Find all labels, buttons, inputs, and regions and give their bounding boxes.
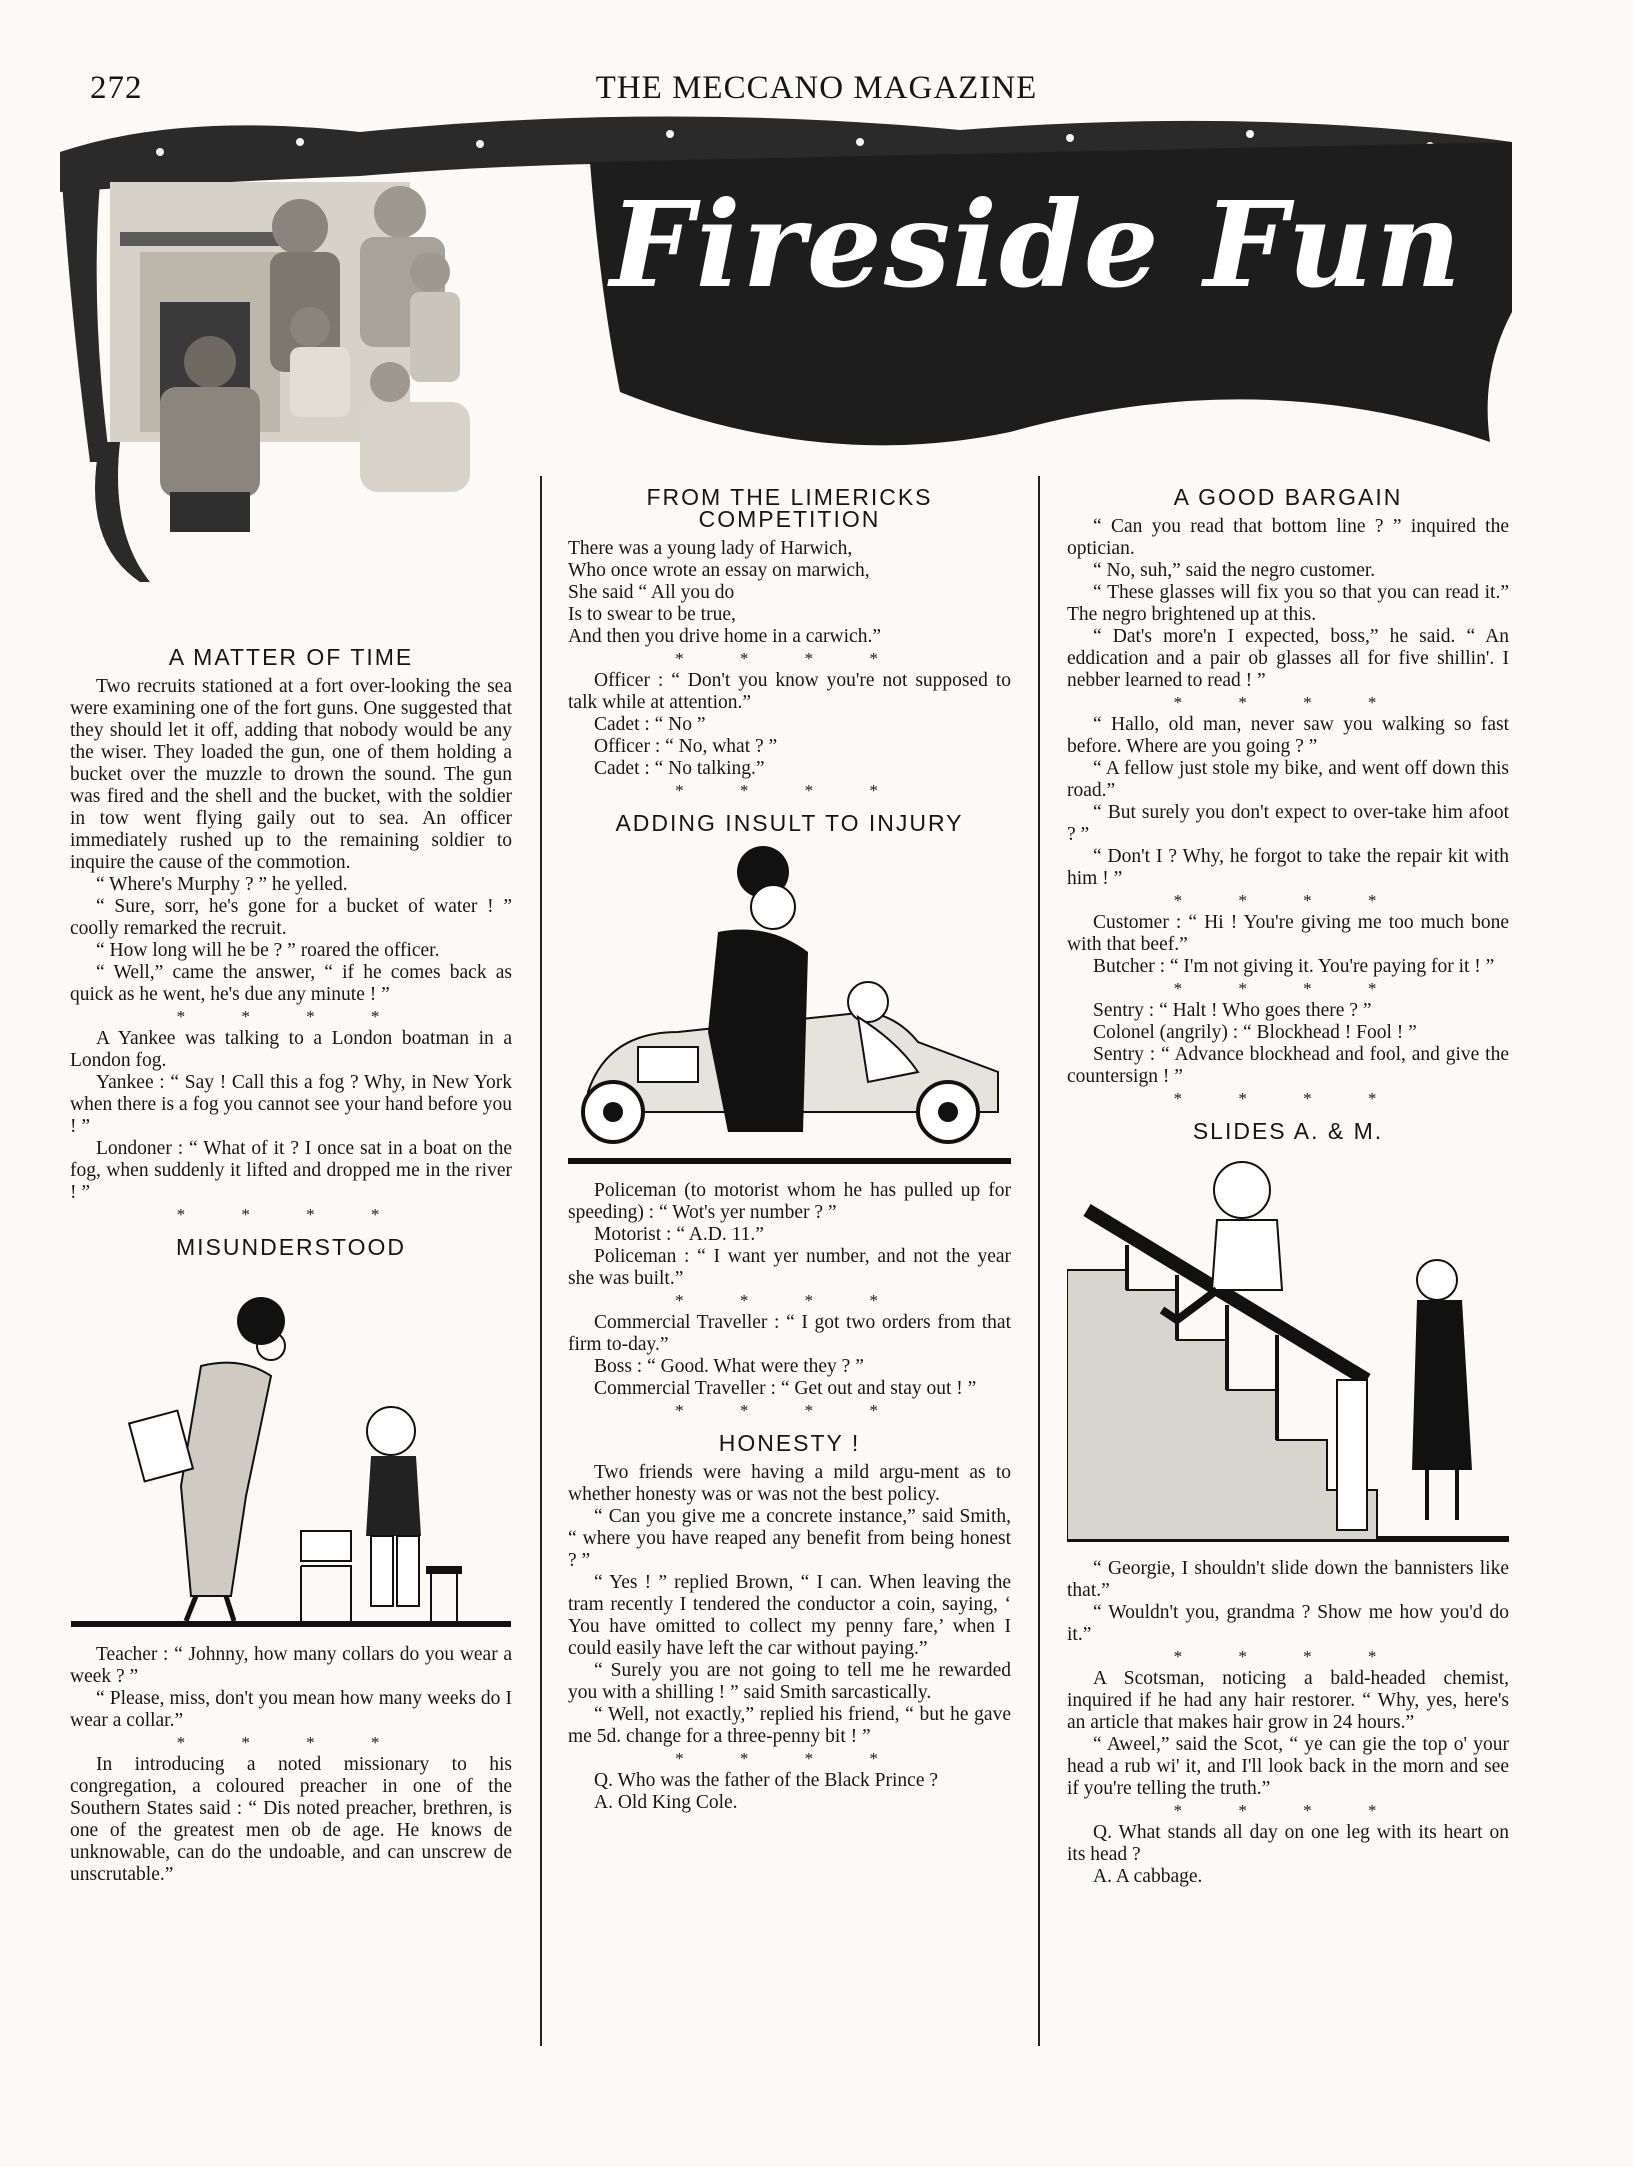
paragraph: In introducing a noted missionary to his congregation, a coloured preacher in one of the Southern States said : “ Dis noted preacher, brethren, is one of the greatest men ob de age. He knows de unknowable, can do the undoable, and can unscrew de unscrutable.”	[70, 1754, 512, 1885]
page-number: 272	[90, 70, 143, 106]
paragraph: A Scotsman, noticing a bald-headed chemist, inquired if he had any hair restorer. “ Why, yes, here's an article that makes hair grow in 24 hours.”	[1067, 1668, 1509, 1733]
separator: * * * *	[675, 1401, 904, 1420]
paragraph: Q. What stands all day on one leg with its heart on its head ?	[1067, 1822, 1509, 1865]
paragraph: “ Please, miss, don't you mean how many weeks do I wear a collar.”	[70, 1688, 512, 1731]
paragraph: “ These glasses will fix you so that you can read it.” The negro brightened up at this.	[1067, 582, 1509, 625]
paragraph: Customer : “ Hi ! You're giving me too much bone with that beef.”	[1067, 912, 1509, 955]
paragraph: Londoner : “ What of it ? I once sat in a boat on the fog, when suddenly it lifted and dropped me in the river ! ”	[70, 1138, 512, 1203]
paragraph: “ Can you read that bottom line ? ” inquired the optician.	[1067, 516, 1509, 559]
paragraph: Officer : “ Don't you know you're not supposed to talk while at attention.”	[568, 670, 1011, 713]
separator: * * * *	[1173, 1089, 1403, 1108]
paragraph: Sentry : “ Halt ! Who goes there ? ”	[1093, 1000, 1372, 1021]
limerick-line: Who once wrote an essay on marwich,	[568, 560, 870, 581]
paragraph: Butcher : “ I'm not giving it. You're paying for it ! ”	[1093, 956, 1495, 977]
paragraph: A Yankee was talking to a London boatman in a London fog.	[70, 1028, 512, 1071]
separator: * * * *	[1173, 1647, 1403, 1666]
boy-sliding-bannister-illustration	[1067, 1150, 1509, 1550]
paragraph: Policeman (to motorist whom he has pulled up for speeding) : “ Wot's yer number ? ”	[568, 1180, 1011, 1223]
paragraph: “ Well,” came the answer, “ if he comes back as quick as he went, he's due any minute ! ”	[70, 962, 512, 1005]
teacher-and-boy-illustration	[71, 1266, 511, 1636]
fireside-fun-title: Fireside Fun	[610, 175, 1464, 314]
column-two	[568, 476, 1011, 1814]
separator: * * * *	[675, 649, 904, 668]
paragraph: “ Wouldn't you, grandma ? Show me how you'd do it.”	[1067, 1602, 1509, 1645]
limerick-line: There was a young lady of Harwich,	[568, 538, 853, 559]
paragraph: “ Aweel,” said the Scot, “ ye can gie the top o' your head a rub wi' it, and I'll look back in the morn and see if you're telling the truth.”	[1067, 1734, 1509, 1799]
limerick-line: Is to swear to be true,	[568, 604, 736, 625]
paragraph: “ Dat's more'n I expected, boss,” he said. “ An eddication and a pair ob glasses all for five shillin'. I nebber learned to read ! ”	[1067, 626, 1509, 691]
paragraph: Motorist : “ A.D. 11.”	[594, 1224, 764, 1245]
paragraph: Cadet : “ No ”	[594, 714, 706, 735]
paragraph: “ No, suh,” said the negro customer.	[1093, 560, 1376, 581]
column-rule-right	[1038, 476, 1040, 2046]
separator: * * * *	[1173, 1801, 1403, 1820]
separator: * * * *	[176, 1733, 406, 1752]
heading-adding-insult: ADDING INSULT TO INJURY	[615, 810, 964, 836]
paragraph: Commercial Traveller : “ I got two orders from that firm to-day.”	[568, 1312, 1011, 1355]
paragraph: Colonel (angrily) : “ Blockhead ! Fool ! ”	[1093, 1022, 1417, 1043]
limerick-line: And then you drive home in a carwich.”	[568, 626, 881, 647]
column-three	[1067, 476, 1509, 1888]
paragraph: “ Don't I ? Why, he forgot to take the repair kit with him ! ”	[1067, 846, 1509, 889]
heading-good-bargain: A GOOD BARGAIN	[1173, 484, 1403, 510]
paragraph: “ How long will he be ? ” roared the officer.	[96, 940, 440, 961]
magazine-title: THE MECCANO MAGAZINE	[595, 70, 1038, 106]
paragraph: “ Well, not exactly,” replied his friend, “ but he gave me 5d. change for a three-penny bit ! ”	[568, 1704, 1011, 1747]
separator: * * * *	[176, 1007, 406, 1026]
column-rule-left	[540, 476, 542, 2046]
paragraph: “ Can you give me a concrete instance,” said Smith, “ where you have reaped any benefit from being honest ? ”	[568, 1506, 1011, 1571]
paragraph: Q. Who was the father of the Black Prince ?	[594, 1770, 939, 1791]
heading-matter-of-time: A MATTER OF TIME	[168, 644, 414, 670]
paragraph: “ Where's Murphy ? ” he yelled.	[96, 874, 348, 895]
separator: * * * *	[1173, 891, 1403, 910]
paragraph: “ But surely you don't expect to over-take him afoot ? ”	[1067, 802, 1509, 845]
heading-misunderstood: MISUNDERSTOOD	[175, 1234, 407, 1260]
paragraph: Boss : “ Good. What were they ? ”	[594, 1356, 864, 1377]
paragraph: Officer : “ No, what ? ”	[594, 736, 778, 757]
separator: * * * *	[1173, 979, 1403, 998]
paragraph: “ A fellow just stole my bike, and went off down this road.”	[1067, 758, 1509, 801]
heading-limericks-line2: COMPETITION	[698, 506, 881, 532]
paragraph: Commercial Traveller : “ Get out and stay out ! ”	[594, 1378, 977, 1399]
heading-slides: SLIDES A. & M.	[1192, 1118, 1384, 1144]
policeman-and-motorist-illustration	[568, 842, 1011, 1172]
paragraph: A. Old King Cole.	[594, 1792, 738, 1813]
heading-honesty: HONESTY !	[718, 1430, 861, 1456]
paragraph: Cadet : “ No talking.”	[594, 758, 765, 779]
separator: * * * *	[176, 1205, 406, 1224]
paragraph: “ Hallo, old man, never saw you walking so fast before. Where are you going ? ”	[1067, 714, 1509, 757]
paragraph: Policeman : “ I want yer number, and not the year she was built.”	[568, 1246, 1011, 1289]
separator: * * * *	[675, 1291, 904, 1310]
separator: * * * *	[675, 1749, 904, 1768]
paragraph: “ Yes ! ” replied Brown, “ I can. When leaving the tram recently I tendered the conductor a coin, saying, ‘ You have omitted to collect my penny fare,’ when I could easily have left the car without paying.”	[568, 1572, 1011, 1659]
paragraph: “ Georgie, I shouldn't slide down the bannisters like that.”	[1067, 1558, 1509, 1601]
column-one	[70, 636, 512, 1886]
separator: * * * *	[675, 781, 904, 800]
paragraph: Two friends were having a mild argu-ment as to whether honesty was or was not the best policy.	[568, 1462, 1011, 1505]
paragraph: Teacher : “ Johnny, how many collars do you wear a week ? ”	[70, 1644, 512, 1687]
paragraph: “ Surely you are not going to tell me he rewarded you with a shilling ! ” said Smith sarcastically.	[568, 1660, 1011, 1703]
separator: * * * *	[1173, 693, 1403, 712]
limerick-line: She said “ All you do	[568, 582, 735, 603]
paragraph: A. A cabbage.	[1093, 1866, 1203, 1887]
paragraph: “ Sure, sorr, he's gone for a bucket of water ! ” coolly remarked the recruit.	[70, 896, 512, 939]
heading-limericks-line1: FROM THE LIMERICKS	[646, 484, 933, 510]
paragraph: Yankee : “ Say ! Call this a fog ? Why, in New York when there is a fog you cannot see your hand before you ! ”	[70, 1072, 512, 1137]
paragraph: Two recruits stationed at a fort over-looking the sea were examining one of the fort guns. One suggested that they should let it off, adding that nobody would be any the wiser. They loaded the gun, one of them holding a bucket over the muzzle to drown the sound. The gun was fired and the shell and the bucket, with the soldier in tow went flying gaily out to sea. An officer immediately rushed up to the remaining soldier to inquire the cause of the commotion.	[70, 676, 512, 873]
paragraph: Sentry : “ Advance blockhead and fool, and give the countersign ! ”	[1067, 1044, 1509, 1087]
